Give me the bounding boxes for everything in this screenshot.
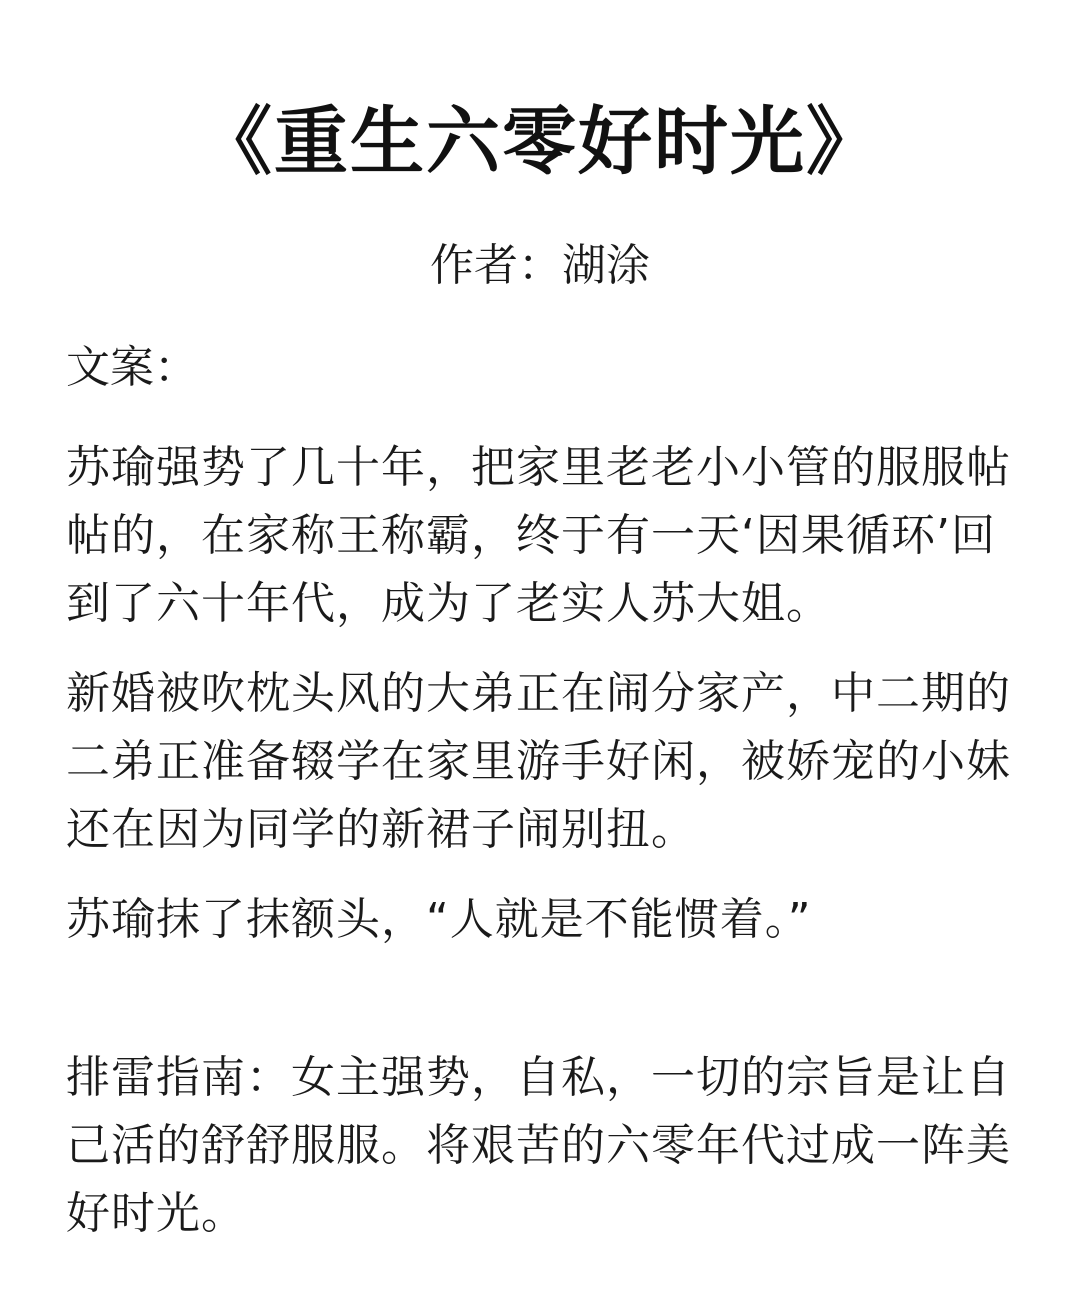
book-title: 《重生六零好时光》 — [198, 99, 882, 185]
warning-guide-paragraph — [66, 1044, 1026, 1248]
text-line: 帖的，在家称王称霸，终于有一天‘因果循环’回 — [66, 510, 996, 561]
synopsis-label: 文案： — [66, 342, 198, 393]
synopsis-paragraph-1 — [66, 434, 1026, 638]
synopsis-paragraph-3 — [66, 886, 1026, 954]
text-line: 己活的舒舒服服。将艰苦的六零年代过成一阵美 — [66, 1120, 1011, 1171]
text-line: 新婚被吹枕头风的大弟正在闹分家产，中二期的 — [66, 668, 1011, 719]
text-line: 好时光。 — [66, 1188, 246, 1239]
text-line: 还在因为同学的新裙子闹别扭。 — [66, 804, 696, 855]
text-line: 苏瑜强势了几十年，把家里老老小小管的服服帖 — [66, 442, 1011, 493]
text-line: 排雷指南：女主强势，自私，一切的宗旨是让自 — [66, 1052, 1011, 1103]
text-line: 苏瑜抹了抹额头，“人就是不能惯着。” — [66, 894, 812, 945]
text-line: 到了六十年代，成为了老实人苏大姐。 — [66, 578, 831, 629]
text-line: 二弟正准备辍学在家里游手好闲，被娇宠的小妹 — [66, 736, 1011, 787]
synopsis-paragraph-2 — [66, 660, 1026, 864]
book-author: 作者：湖涂 — [430, 240, 650, 291]
